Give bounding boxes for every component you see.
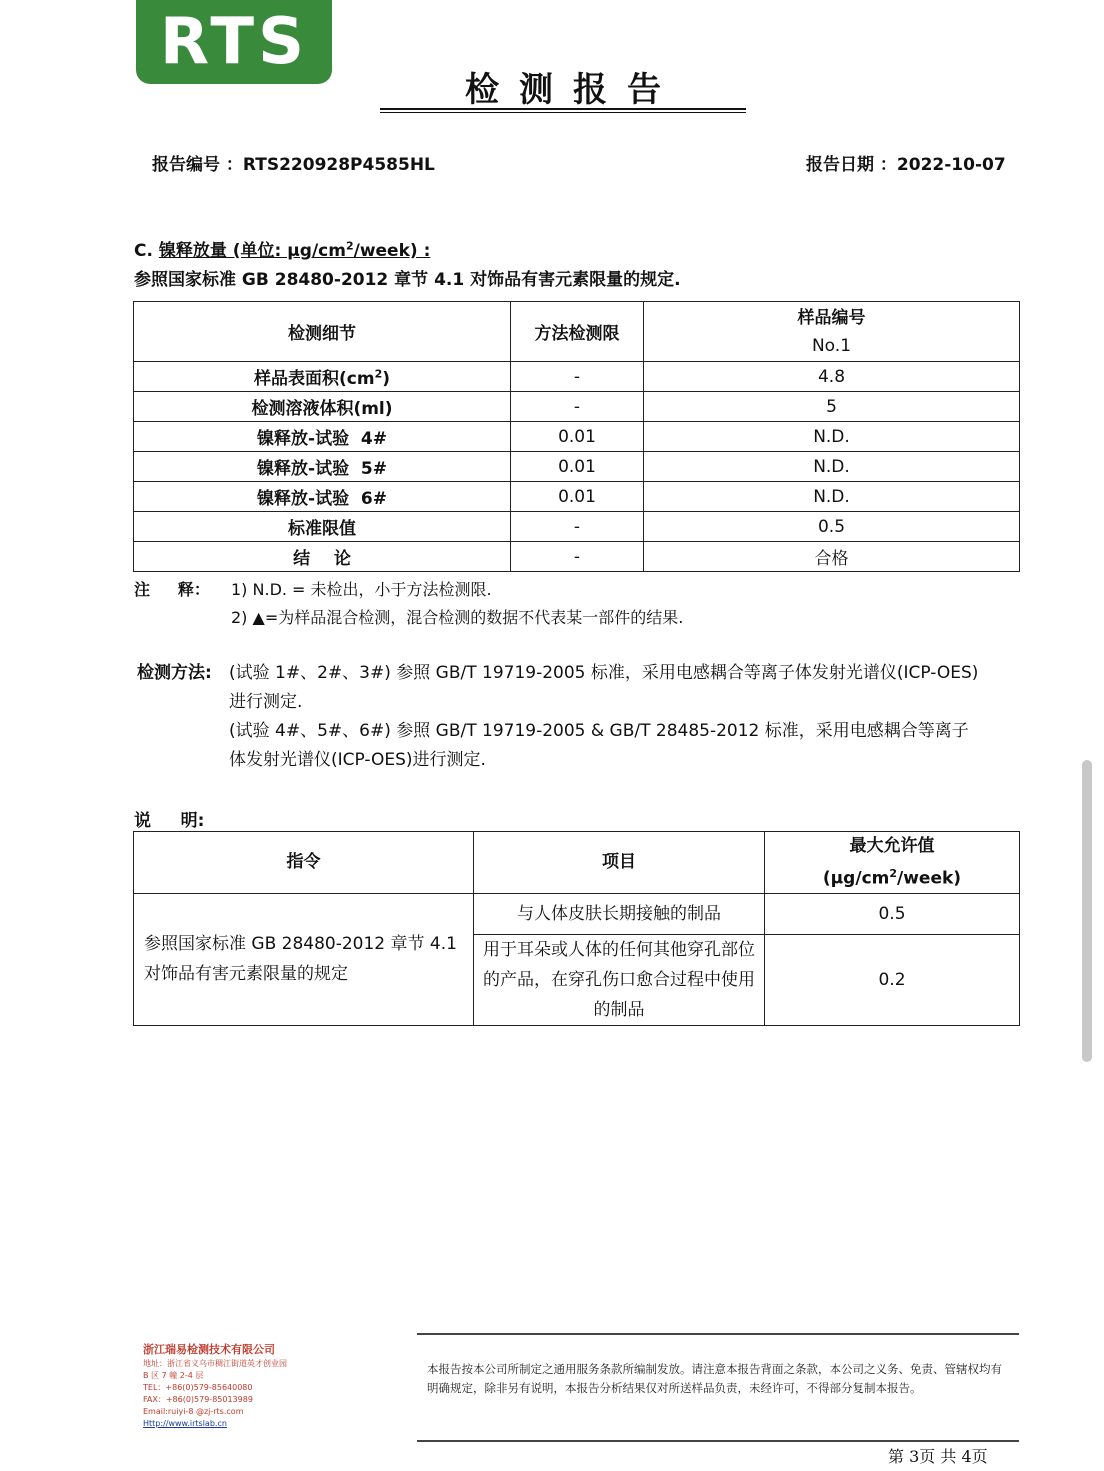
header-detail: 检测细节 (134, 302, 511, 362)
row-label-text: 样品表面积(cm (254, 369, 375, 389)
footer-rule-top (417, 1333, 1019, 1335)
limits-header-row (134, 832, 1020, 894)
header-limit (765, 832, 1020, 894)
header-directive: 指令 (134, 832, 474, 894)
row-mdl: - (511, 392, 644, 422)
footer-company: 浙江瑞易检测技术有限公司 (143, 1343, 275, 1356)
row-value: N.D. (644, 452, 1020, 482)
footer-rule-bottom (417, 1440, 1019, 1442)
row-label (134, 542, 511, 572)
scrollbar-thumb[interactable] (1082, 760, 1092, 1062)
page-indicator: 第 3页 共 4页 (888, 1447, 988, 1466)
logo-text: RTS (159, 5, 309, 79)
row-label-text: 标准限值 (288, 519, 356, 539)
table-row (134, 452, 1020, 482)
report-date (806, 150, 1006, 175)
limits-value: 0.5 (765, 893, 1020, 934)
limits-item (474, 934, 765, 1025)
method-line-4: 体发射光谱仪(ICP-OES)进行测定. (229, 750, 486, 770)
row-label-text: 镍释放-试验 5# (257, 459, 387, 479)
report-title: 检测报告 (465, 70, 681, 110)
limits-item-text: 用于耳朵或人体的任何其他穿孔部位的产品，在穿孔伤口愈合过程中使用的制品 (483, 939, 755, 1020)
unit-pre: (μg/cm (822, 868, 890, 889)
row-mdl: - (511, 362, 644, 392)
section-name-text: 镍释放量 (单位: μg/cm (158, 241, 346, 261)
header-sample-label: 样品编号 (797, 307, 866, 328)
explain-label: 说 明: (134, 811, 205, 831)
rts-logo (136, 0, 332, 84)
row-label-tail: ) (382, 369, 390, 389)
report-date-label: 报告日期 ： (806, 155, 897, 175)
section-sup: 2 (345, 239, 354, 253)
row-label (134, 422, 511, 452)
row-mdl: 0.01 (511, 422, 644, 452)
header-mdl: 方法检测限 (511, 302, 644, 362)
section-reference: 参照国家标准 GB 28480-2012 章节 4.1 对饰品有害元素限量的规定. (134, 270, 681, 290)
row-label-text: 镍释放-试验 4# (257, 429, 387, 449)
table-row (134, 392, 1020, 422)
row-value: 0.5 (644, 512, 1020, 542)
section-name (159, 241, 431, 261)
header-limit-unit (765, 860, 1019, 893)
table-row (134, 482, 1020, 512)
table-row (134, 512, 1020, 542)
header-sample-no: No.1 (811, 335, 852, 356)
table-row (134, 422, 1020, 452)
table-row (134, 542, 1020, 572)
row-mdl: - (511, 512, 644, 542)
row-mdl: - (511, 542, 644, 572)
method-text (229, 659, 1019, 775)
table-header-row (134, 302, 1020, 362)
footer-email: Email:ruiyi-8 @zj-rts.com (143, 1407, 244, 1416)
limits-value: 0.2 (765, 934, 1020, 1025)
row-mdl: 0.01 (511, 482, 644, 512)
footer-address: 地址：浙江省义乌市稠江街道英才创业园 (143, 1359, 287, 1368)
section-prefix: C. (134, 241, 159, 261)
row-mdl: 0.01 (511, 452, 644, 482)
footer-disclaimer: 本报告按本公司所制定之通用服务条款所编制发放。请注意本报告背面之条款，本公司之义务、免责、管辖权均有明确规定，除非另有说明，本报告分析结果仅对所送样品负责，未经许可，不得部分复制本报告。 (427, 1362, 1002, 1395)
row-value: 合格 (644, 542, 1020, 572)
footer-website-link[interactable]: Http://www.irtslab.cn (143, 1419, 227, 1428)
row-value: 4.8 (644, 362, 1020, 392)
row-label (134, 452, 511, 482)
limits-row (134, 893, 1020, 934)
notes-label (134, 577, 210, 600)
method-label: 检测方法: (137, 663, 212, 683)
report-date-value: 2022-10-07 (896, 155, 1006, 175)
row-label-text: 镍释放-试验 6# (257, 489, 387, 509)
section-title (134, 236, 430, 261)
row-value: N.D. (644, 482, 1020, 512)
method-line-3: (试验 4#、5#、6#) 参照 GB/T 19719-2005 & GB/T 28485-2012 标准，采用电感耦合等离子 (229, 721, 969, 741)
row-value: 5 (644, 392, 1020, 422)
section-suffix: /week) : (353, 241, 431, 261)
unit-sup: 2 (889, 867, 898, 880)
row-label (134, 362, 511, 392)
method-line-1: (试验 1#、2#、3#) 参照 GB/T 19719-2005 标准，采用电感耦合等离子体发射光谱仪(ICP-OES) (229, 663, 979, 683)
row-label-sup: 2 (374, 367, 383, 381)
method-line-2: 进行测定. (229, 692, 303, 712)
limits-item: 与人体皮肤长期接触的制品 (474, 893, 765, 934)
directive-text: 参照国家标准 GB 28480-2012 章节 4.1 对饰品有害元素限量的规定 (144, 934, 457, 985)
unit-post: /week) (897, 868, 962, 889)
table-body (134, 362, 1020, 572)
header-item: 项目 (474, 832, 765, 894)
report-number-value: RTS220928P4585HL (242, 155, 435, 175)
note-1: 1) N.D. = 未检出，小于方法检测限. (231, 580, 492, 599)
row-label-text: 结 论 (293, 549, 351, 569)
row-value: N.D. (644, 422, 1020, 452)
footer-address-2: B 区 7 幢 2-4 层 (143, 1371, 204, 1380)
footer-tel: TEL：+86(0)579-85640080 (143, 1383, 253, 1392)
header-sample (644, 302, 1020, 362)
directive-cell (134, 893, 474, 1025)
footer-company-info (143, 1344, 403, 1430)
title-underline-thin (380, 112, 746, 113)
table-row (134, 362, 1020, 392)
row-label-text: 检测溶液体积(ml) (251, 399, 393, 419)
footer-fax: FAX：+86(0)579-85013989 (143, 1395, 253, 1404)
limits-table (133, 831, 1020, 1026)
row-label (134, 392, 511, 422)
title-underline (380, 108, 746, 110)
row-label (134, 512, 511, 542)
nickel-release-table (133, 301, 1020, 572)
report-number-label: 报告编号 ： (152, 155, 243, 175)
row-label (134, 482, 511, 512)
note-2: 2) ▲=为样品混合检测，混合检测的数据不代表某一部件的结果. (231, 608, 684, 627)
report-number (152, 150, 435, 175)
header-limit-label: 最大允许值 (849, 836, 935, 856)
notes-label-text: 注 释： (134, 580, 210, 599)
